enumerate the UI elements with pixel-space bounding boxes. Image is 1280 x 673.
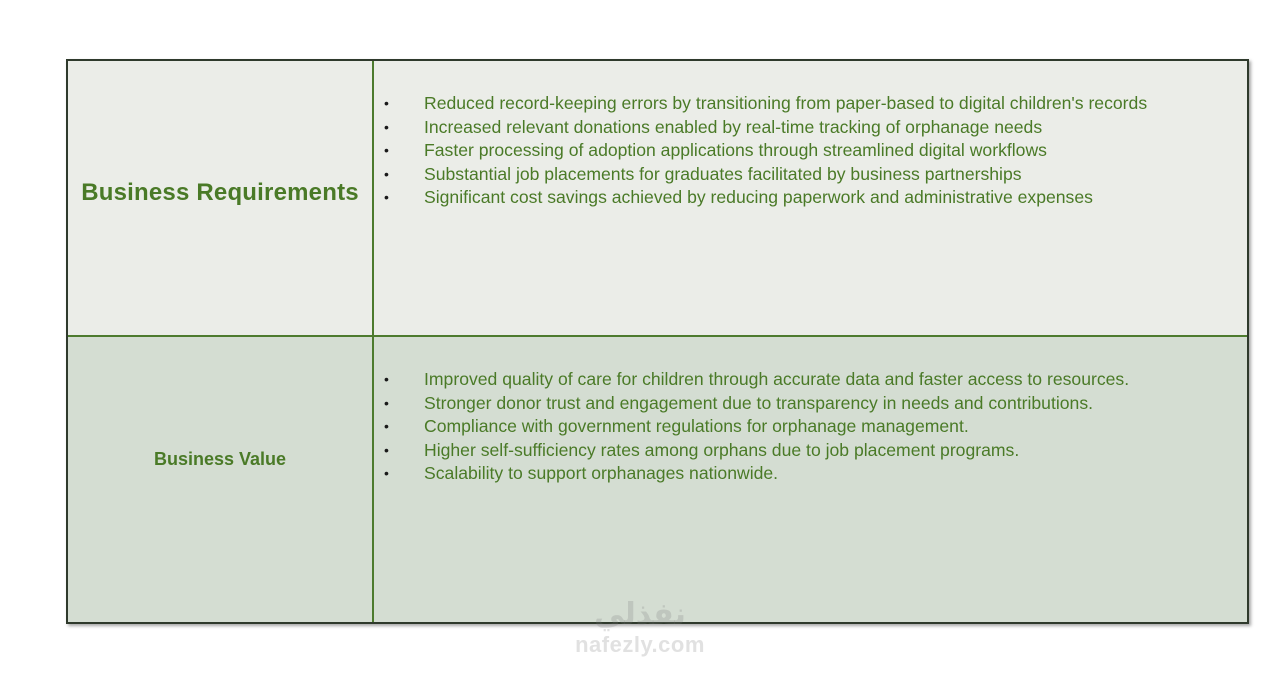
business-value-label: Business Value bbox=[153, 449, 287, 469]
bullet-icon: • bbox=[384, 95, 389, 111]
bullet-icon: • bbox=[384, 394, 389, 411]
business-requirements-label: Business Requirements bbox=[81, 179, 359, 206]
list-item: • Increased relevant donations enabled by real-time tracking of orphanage needs bbox=[374, 116, 1247, 140]
list-item: • Improved quality of care for children through accurate data and faster access to resources. bbox=[374, 368, 1247, 392]
nafezly-watermark bbox=[560, 598, 720, 658]
business-value-content bbox=[374, 337, 1247, 622]
watermark-domain: nafezly.com bbox=[575, 632, 705, 657]
bullet-icon: • bbox=[384, 441, 389, 458]
bullet-icon: • bbox=[384, 189, 389, 205]
list-item: • Stronger donor trust and engagement due to transparency in needs and contributions. bbox=[374, 392, 1247, 416]
business-table bbox=[66, 59, 1249, 624]
bullet-icon: • bbox=[384, 418, 389, 434]
business-value-list bbox=[374, 368, 1247, 486]
bullet-icon: • bbox=[384, 165, 389, 182]
list-item: • Faster processing of adoption applications through streamlined digital workflows bbox=[374, 139, 1247, 163]
list-item: • Scalability to support orphanages nationwide. bbox=[374, 462, 1247, 486]
bullet-icon: • bbox=[384, 371, 389, 387]
bullet-icon: • bbox=[384, 465, 389, 481]
list-item: • Compliance with government regulations for orphanage management. bbox=[374, 415, 1247, 439]
list-item: • Higher self-sufficiency rates among orphans due to job placement programs. bbox=[374, 439, 1247, 463]
watermark-arabic-logo: نفذلي bbox=[594, 597, 686, 632]
list-item: • Significant cost savings achieved by reducing paperwork and administrative expenses bbox=[374, 186, 1247, 210]
bullet-icon: • bbox=[384, 118, 389, 135]
list-item: • Substantial job placements for graduates facilitated by business partnerships bbox=[374, 163, 1247, 187]
business-requirements-list bbox=[374, 92, 1247, 210]
list-item: • Reduced record-keeping errors by transitioning from paper-based to digital children's records bbox=[374, 92, 1247, 116]
row-label-business-requirements bbox=[68, 61, 374, 337]
bullet-icon: • bbox=[384, 142, 389, 158]
row-label-business-value bbox=[68, 337, 374, 622]
business-requirements-content bbox=[374, 61, 1247, 337]
